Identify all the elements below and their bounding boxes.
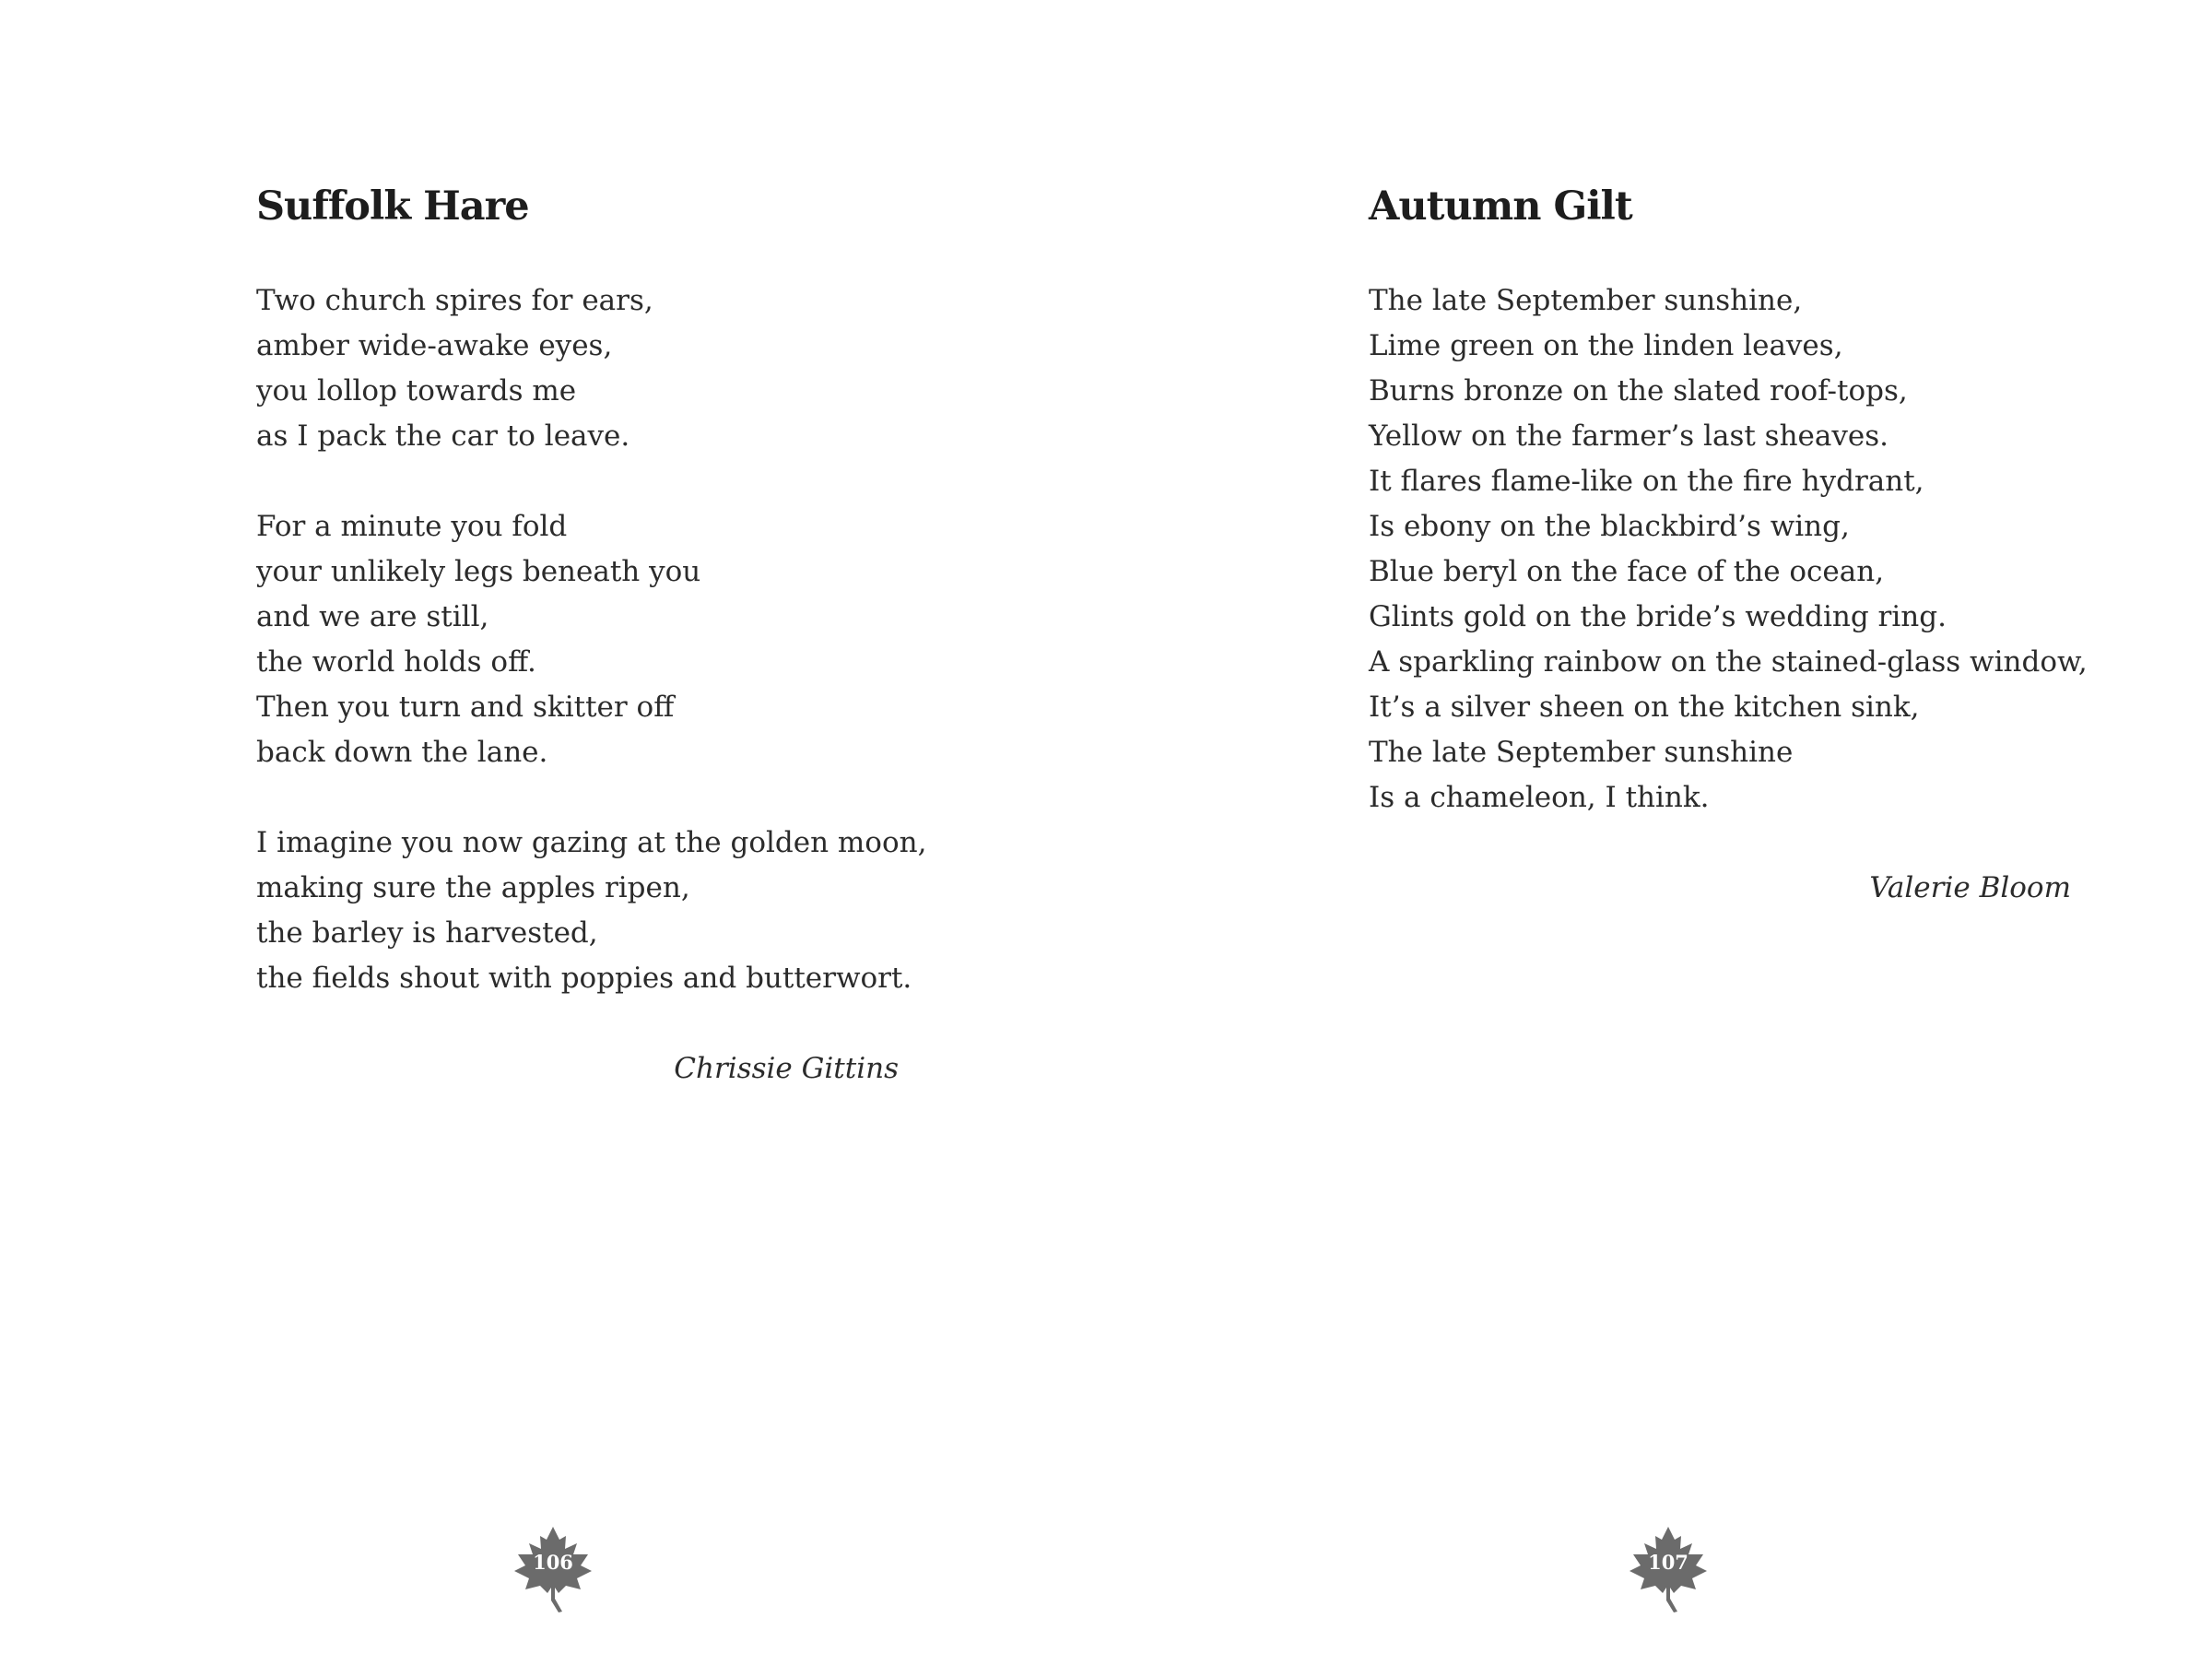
- right-page: [1106, 0, 2212, 1677]
- stanza: [256, 821, 927, 1001]
- poem-line: It’s a silver sheen on the kitchen sink,: [1369, 691, 1920, 724]
- stanza: [256, 278, 901, 459]
- poem-line: Is a chameleon, I think.: [1369, 781, 1710, 814]
- poem-line: For a minute you fold: [256, 510, 568, 543]
- page-number-badge: [1622, 1523, 1714, 1615]
- poem-line: and we are still,: [256, 600, 489, 633]
- poem-line: I imagine you now gazing at the golden moon,: [256, 826, 927, 859]
- poem-title: Autumn Gilt: [1369, 183, 1632, 230]
- poem-line: amber wide-awake eyes,: [256, 329, 613, 362]
- poem-line: the world holds off.: [256, 645, 536, 679]
- poem-line: the barley is harvested,: [256, 916, 598, 950]
- stanza: [256, 504, 901, 775]
- page-number-badge: [507, 1523, 599, 1615]
- poem-line: The late September sunshine: [1369, 736, 1794, 769]
- poem-line: Glints gold on the bride’s wedding ring.: [1369, 600, 1947, 633]
- page-number: 107: [1648, 1551, 1688, 1574]
- poem-line: Is ebony on the blackbird’s wing,: [1369, 510, 1850, 543]
- poem-line: your unlikely legs beneath you: [256, 555, 701, 588]
- poem-line: Lime green on the linden leaves,: [1369, 329, 1843, 362]
- poem-line: making sure the apples ripen,: [256, 871, 690, 904]
- poem-line: It flares flame-like on the fire hydrant,: [1369, 465, 1924, 498]
- poem-line: Blue beryl on the face of the ocean,: [1369, 555, 1885, 588]
- poem-author: Chrissie Gittins: [674, 1052, 899, 1085]
- page-number: 106: [533, 1551, 573, 1574]
- poem-line: as I pack the car to leave.: [256, 419, 630, 453]
- poem-line: Burns bronze on the slated roof-tops,: [1369, 374, 1908, 407]
- poem-line: The late September sunshine,: [1369, 284, 1803, 317]
- poem-line: A sparkling rainbow on the stained-glass window,: [1369, 645, 2088, 679]
- poem-title: Suffolk Hare: [256, 183, 529, 230]
- poem-line: Yellow on the farmer’s last sheaves.: [1369, 419, 1888, 453]
- poem-line: Then you turn and skitter off: [256, 691, 675, 724]
- stanza: [1369, 278, 2088, 821]
- poem-line: Two church spires for ears,: [256, 284, 653, 317]
- poem-line: back down the lane.: [256, 736, 548, 769]
- poem-line: the fields shout with poppies and butterwort.: [256, 962, 912, 995]
- poem-line: you lollop towards me: [256, 374, 577, 407]
- poem-author: Valerie Bloom: [1869, 871, 2071, 904]
- poem-autumn-gilt: [1369, 181, 2088, 911]
- poem-suffolk-hare: [256, 181, 927, 1092]
